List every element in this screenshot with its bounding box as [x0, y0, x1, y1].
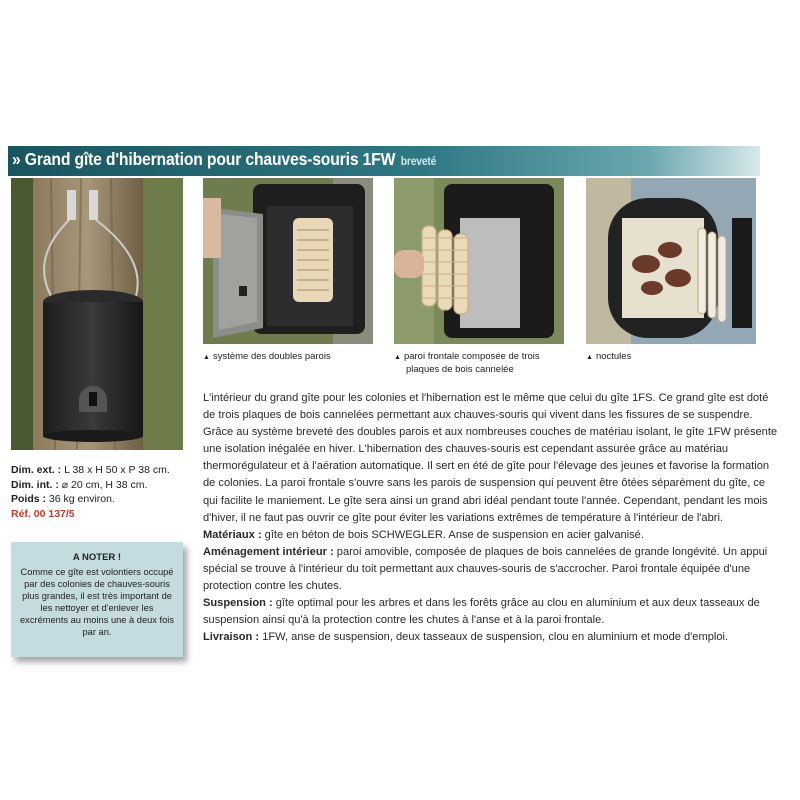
- title-bar: [8, 146, 760, 176]
- spec-weight: [11, 492, 196, 507]
- suspension-value: gîte optimal pour les arbres et dans les forêts grâce au clou en aluminium et aux deux tasseaux de suspension ainsi qu'à la protection contre les chutes à l'anse et à la paroi frontale.: [203, 597, 760, 627]
- delivery-label: Livraison :: [203, 631, 260, 644]
- spec-label: Dim. int. :: [11, 478, 59, 491]
- patent-badge: breveté: [400, 156, 437, 168]
- caption-marker: ▲: [586, 354, 593, 361]
- note-box: [11, 542, 183, 657]
- caption-text: système des doubles parois: [212, 351, 331, 362]
- interior-label: Aménagement intérieur :: [203, 545, 334, 558]
- product-specs: [11, 463, 196, 521]
- spec-dim-ext: [11, 463, 196, 478]
- caption-noctules: [586, 351, 631, 364]
- spec-value: L 38 x H 50 x P 38 cm.: [61, 464, 170, 476]
- title-text: » Grand gîte d'hibernation pour chauves-souris 1FW: [12, 149, 396, 169]
- double-walls-photo: [203, 178, 373, 344]
- product-description: [203, 390, 778, 646]
- front-wall-photo: [394, 178, 564, 344]
- interior-value: paroi amovible, composée de plaques de bois cannelées de grande longévité. Un appui spécial se trouve à l'intérieur du toit permettant aux chauves-souris de s'accrocher. Paroi frontale équipée d'une protection contre les chutes.: [203, 545, 768, 593]
- description-materials: [203, 527, 778, 544]
- note-heading: A NOTER !: [72, 552, 122, 563]
- delivery-value: 1FW, anse de suspension, deux tasseaux de suspension, clou en aluminium et mode d'emploi.: [259, 631, 729, 644]
- page-title: [12, 149, 436, 170]
- note-body: Comme ce gîte est volontiers occupé par des colonies de chauves-souris plus grandes, il est très important de les nettoyer et d'enlever les excréments au moins une à deux fois par an.: [20, 567, 174, 637]
- caption-front-wall: [394, 351, 540, 376]
- materials-label: Matériaux :: [203, 528, 262, 541]
- main-product-photo: [11, 178, 183, 450]
- caption-double-walls: [203, 351, 331, 364]
- description-suspension: [203, 595, 778, 629]
- materials-value: gîte en béton de bois SCHWEGLER. Anse de suspension en acier galvanisé.: [261, 528, 644, 541]
- suspension-label: Suspension :: [203, 597, 273, 610]
- caption-text-line2: plaques de bois cannelée: [406, 364, 514, 375]
- caption-text: paroi frontale composée de trois: [403, 351, 540, 362]
- caption-marker: ▲: [203, 354, 210, 361]
- spec-value: ⌀ 20 cm, H 38 cm.: [58, 478, 148, 491]
- caption-marker: ▲: [394, 354, 401, 361]
- description-delivery: [203, 629, 778, 646]
- product-reference: Réf. 00 137/5: [11, 507, 75, 520]
- spec-label: Poids :: [11, 493, 47, 505]
- noctules-photo: [586, 178, 756, 344]
- caption-text: noctules: [595, 351, 632, 362]
- spec-dim-int: [11, 478, 196, 493]
- spec-value: 36 kg environ.: [46, 493, 115, 505]
- description-interior: [203, 544, 778, 595]
- spec-label: Dim. ext. :: [11, 464, 62, 476]
- description-intro: L'intérieur du grand gîte pour les colonies et l'hibernation est le même que celui du gîte 1FS. Ce grand gîte est doté de trois plaques de bois cannelées permettant aux chauves-souris qui vivent dans les fissures de se suspendre. Grâce au système breveté des doubles parois et aux nombreuses couches de matériau isolant, le gîte 1FW présente une isolation inégalée en hiver. L'hibernation des chauves-souris est cependant assurée grâce au matériau thermorégulateur et à l'aération automatique. Il sert en été de gîte pour l'élevage des jeunes et favorise la formation de colonies. La paroi frontale s'ouvre sans les parois de suspension qui peuvent être ôtées séparément du gîte, ce qui facilite le maniement. Le gîte sera ainsi un grand abri idéal pendant toute l'année. Cependant, pendant les mois d'hiver, il ne faut pas ouvrir ce gîte pour éviter les variations extrêmes de température à l'intérieur de l'abri.: [203, 392, 778, 524]
